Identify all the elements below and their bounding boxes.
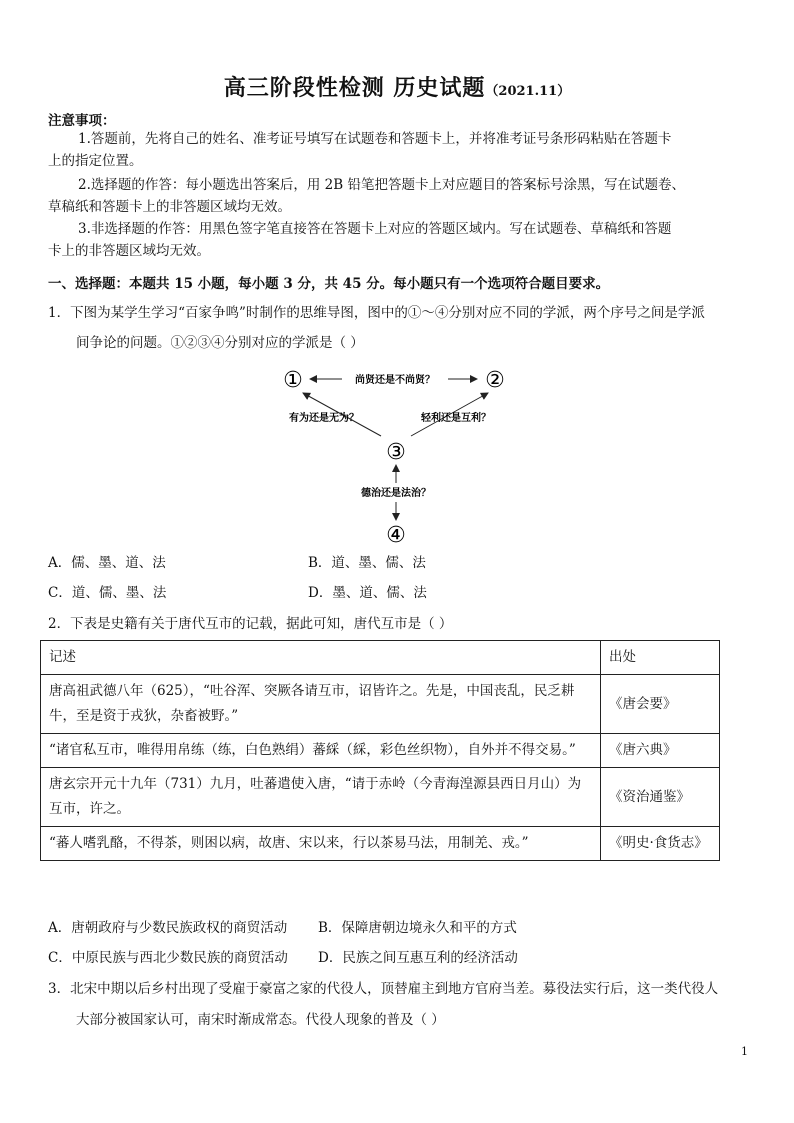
page-title: [0, 71, 794, 102]
question-node-3-4: 德治还是法治？: [361, 488, 431, 499]
notice-item-1-line-1: 1.答题前，先将自己的姓名、准考证号填写在试题卷和答题卡上，并将准考证号条形码粘贴在答题卡: [78, 131, 672, 147]
table-cell-record: 唐玄宗开元十九年（731）九月，吐蕃遣使入唐，“请于赤岭（今青海湟源县西日月山）为互市，许之。: [41, 768, 601, 827]
question-2-option-b: B．保障唐朝边境永久和平的方式: [318, 920, 517, 936]
table-row: [41, 827, 720, 861]
node-1: ①: [283, 368, 303, 393]
question-2-stem: 2．下表是史籍有关于唐代互市的记载，据此可知，唐代互市是（ ）: [48, 616, 453, 632]
records-table: [40, 640, 720, 861]
table-row: [41, 734, 720, 768]
node-2: ②: [485, 368, 505, 393]
notice-item-2-line-2: 草稿纸和答题卡上的非答题区域均无效。: [48, 199, 291, 215]
table-cell-record: 唐高祖武德八年（625），“吐谷浑、突厥各请互市，诏皆许之。先是，中国丧乱，民乏耕牛，至是资于戎狄，杂畜被野。”: [41, 675, 601, 734]
title-year: （2021.11）: [485, 84, 571, 99]
table-row: [41, 768, 720, 827]
section-1-heading: 一、选择题：本题共 15 小题，每小题 3 分，共 45 分。每小题只有一个选项符合题目要求。: [48, 276, 610, 292]
table-header-row: [41, 641, 720, 675]
node-4: ④: [386, 523, 406, 548]
question-2-option-c: C．中原民族与西北少数民族的商贸活动: [48, 950, 288, 966]
table-cell-source: 《唐六典》: [601, 734, 720, 768]
question-1-option-c: C．道、儒、墨、法: [48, 585, 167, 601]
question-node-2-3: 轻利还是互利？: [421, 413, 491, 424]
question-node-1-3: 有为还是无为？: [289, 413, 359, 424]
page-number: 1: [741, 1045, 748, 1058]
notice-heading: 注意事项：: [48, 113, 116, 129]
question-1-stem-line-1: 1．下图为某学生学习“百家争鸣”时制作的思维导图，图中的①～④分别对应不同的学派，两个序号之间是学派: [48, 305, 705, 321]
table-cell-source: 《资治通鉴》: [601, 768, 720, 827]
question-1-option-d: D．墨、道、儒、法: [308, 585, 427, 601]
table-cell-record: “诸官私互市，唯得用帛练（练，白色熟绢）蕃綵（綵，彩色丝织物），自外并不得交易。”: [41, 734, 601, 768]
notice-item-1-line-2: 上的指定位置。: [48, 153, 143, 169]
question-1-option-b: B．道、墨、儒、法: [308, 555, 426, 571]
question-1-option-a: A．儒、墨、道、法: [48, 555, 166, 571]
table-row: [41, 675, 720, 734]
notice-item-2-line-1: 2.选择题的作答：每小题选出答案后，用 2B 铅笔把答题卡上对应题目的答案标号涂黑，写在试题卷、: [78, 177, 685, 193]
node-3: ③: [386, 440, 406, 465]
table-header-record: 记述: [41, 641, 601, 675]
question-3-stem-line-1: 3．北宋中期以后乡村出现了受雇于豪富之家的代役人，顶替雇主到地方官府当差。募役法实行后，这一类代役人: [48, 981, 719, 997]
school-mind-map: [270, 360, 530, 550]
notice-item-3-line-2: 卡上的非答题区域均无效。: [48, 243, 210, 259]
question-3-stem-line-2: 大部分被国家认可，南宋时渐成常态。代役人现象的普及（ ）: [76, 1012, 445, 1028]
question-2-option-d: D．民族之间互惠互利的经济活动: [318, 950, 518, 966]
table-header-source: 出处: [601, 641, 720, 675]
table-cell-record: “蕃人嗜乳酪，不得茶，则困以病，故唐、宋以来，行以茶易马法，用制羌、戎。”: [41, 827, 601, 861]
question-1-stem-line-2: 间争论的问题。①②③④分别对应的学派是（ ）: [76, 335, 364, 351]
question-2-option-a: A．唐朝政府与少数民族政权的商贸活动: [48, 920, 288, 936]
title-main: 高三阶段性检测 历史试题: [223, 75, 486, 101]
question-node-1-2: 尚贤还是不尚贤？: [355, 375, 435, 386]
table-cell-source: 《明史·食货志》: [601, 827, 720, 861]
notice-item-3-line-1: 3.非选择题的作答：用黑色签字笔直接答在答题卡上对应的答题区域内。写在试题卷、草稿纸和答题: [78, 221, 672, 237]
table-cell-source: 《唐会要》: [601, 675, 720, 734]
